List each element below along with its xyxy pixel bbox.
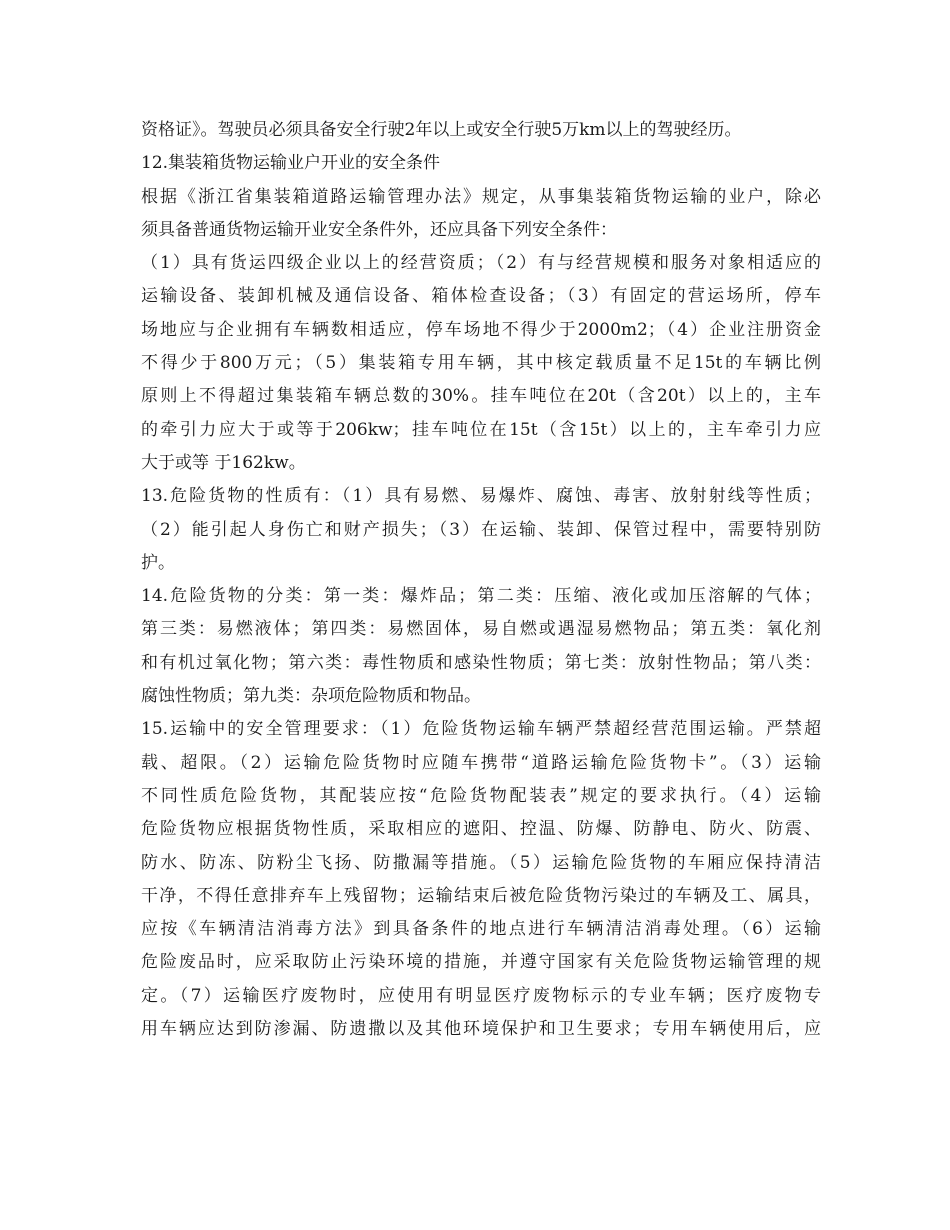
text-line: 防水、防冻、防粉尘飞扬、防撒漏等措施。（5）运输危险货物的车厢应保持清洁 <box>141 852 821 873</box>
text-line: （1）具有货运四级企业以上的经营资质；（2）有与经营规模和服务对象相适应的 <box>141 253 821 274</box>
text-line: 运输设备、装卸机械及通信设备、箱体检查设备；（3）有固定的营运场所，停车 <box>141 286 821 307</box>
text-line: 大于或等 于162kw。 <box>141 452 306 473</box>
text-line: 场地应与企业拥有车辆数相适应，停车场地不得少于2000m2；（4）企业注册资金 <box>141 319 821 340</box>
text-line: 危险货物应根据货物性质，采取相应的遮阳、控温、防爆、防静电、防火、防震、 <box>141 819 821 840</box>
section-heading-12: 12.集装箱货物运输业户开业的安全条件 <box>141 153 441 174</box>
text-line: 危险废品时，应采取防止污染环境的措施，并遵守国家有关危险货物运输管理的规 <box>141 952 821 973</box>
text-line: 第三类：易燃液体；第四类：易燃固体，易自燃或遇湿易燃物品；第五类：氧化剂 <box>141 619 821 640</box>
text-line: 用车辆应达到防渗漏、防遗撒以及其他环境保护和卫生要求；专用车辆使用后，应 <box>141 1019 821 1040</box>
body-text <box>141 114 821 1046</box>
text-line: 须具备普通货物运输开业安全条件外，还应具备下列安全条件： <box>141 219 617 240</box>
text-line: 的牵引力应大于或等于206kw；挂车吨位在15t（含15t）以上的，主车牵引力应 <box>141 419 821 440</box>
section-heading-14: 14.危险货物的分类：第一类：爆炸品；第二类：压缩、液化或加压溶解的气体； <box>141 586 821 607</box>
text-line: 不同性质危险货物，其配装应按“危险货物配装表”规定的要求执行。（4）运输 <box>141 785 821 806</box>
text-line: 护。 <box>141 552 175 573</box>
text-line: 定。（7）运输医疗废物时，应使用有明显医疗废物标示的专业车辆；医疗废物专 <box>141 985 821 1006</box>
text-line: 干净，不得任意排弃车上残留物；运输结束后被危险货物污染过的车辆及工、属具， <box>141 885 821 906</box>
section-heading-15: 15.运输中的安全管理要求：（1）危险货物运输车辆严禁超经营范围运输。严禁超 <box>141 719 821 740</box>
text-line: 原则上不得超过集装箱车辆总数的30%。挂车吨位在20t（含20t）以上的，主车 <box>141 386 821 407</box>
text-line: 应按《车辆清洁消毒方法》到具备条件的地点进行车辆清洁消毒处理。（6）运输 <box>141 919 821 940</box>
text-line: 和有机过氧化物；第六类：毒性物质和感染性物质；第七类：放射性物品；第八类： <box>141 652 821 673</box>
text-line: 根据《浙江省集装箱道路运输管理办法》规定，从事集装箱货物运输的业户，除必 <box>141 186 821 207</box>
text-line: 载、超限。（2）运输危险货物时应随车携带“道路运输危险货物卡”。（3）运输 <box>141 752 821 773</box>
text-line: 资格证》。驾驶员必须具备安全行驶2年以上或安全行驶5万km以上的驾驶经历。 <box>141 120 742 140</box>
text-line: 不得少于800万元；（5）集装箱专用车辆，其中核定载质量不足15t的车辆比例 <box>141 353 821 374</box>
text-line: 腐蚀性物质；第九类：杂项危险物质和物品。 <box>141 686 481 707</box>
text-line: （2）能引起人身伤亡和财产损失；（3）在运输、装卸、保管过程中，需要特别防 <box>141 519 821 540</box>
section-heading-13: 13.危险货物的性质有：（1）具有易燃、易爆炸、腐蚀、毒害、放射射线等性质； <box>141 486 821 507</box>
